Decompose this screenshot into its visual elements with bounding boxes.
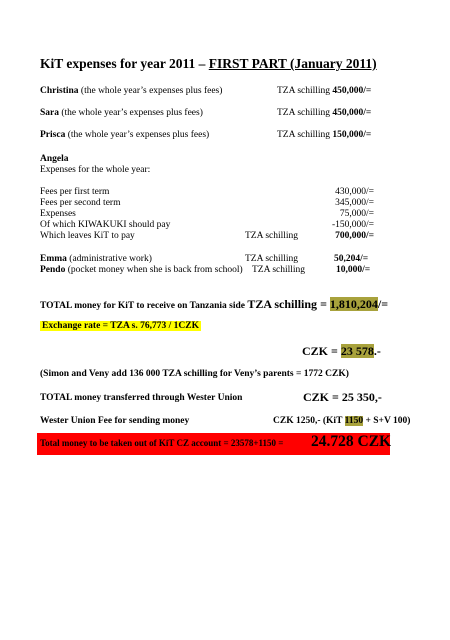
total-tz-row: TOTAL money for KiT to receive on Tanzania side TZA schilling = 1,810,204/=: [40, 297, 389, 311]
angela-leaves-amount: 700,000/=: [335, 231, 374, 241]
person-amount-prisca: TZA schilling 150,000/=: [277, 130, 372, 140]
angela-line-amount: 75,000/=: [339, 209, 374, 219]
final-total-value: 24.728 CZK: [311, 433, 392, 450]
transferred-value: CZK = 25 350,-: [303, 390, 382, 404]
pendo-currency: TZA schilling: [252, 265, 306, 275]
czk-total: CZK = 23 578.-: [302, 344, 381, 358]
angela-leaves-currency: TZA schilling: [245, 231, 299, 241]
pendo-amount: 10,000/=: [336, 265, 371, 275]
angela-name: Angela: [40, 154, 69, 164]
person-row-prisca: Prisca (the whole year’s expenses plus fees): [40, 130, 210, 140]
fee-kit-amount: 1150: [344, 416, 364, 426]
angela-line-label: Fees per second term: [40, 198, 121, 208]
angela-line-amount: 345,000/=: [335, 198, 374, 208]
angela-line-amount: 430,000/=: [335, 187, 374, 197]
person-row-sara: Sara (the whole year’s expenses plus fees): [40, 108, 203, 118]
czk-total-amount: 23 578: [340, 344, 374, 358]
person-amount-christina: TZA schilling 450,000/=: [277, 86, 372, 96]
angela-subtitle: Expenses for the whole year:: [40, 165, 151, 175]
transferred-label: TOTAL money transferred through Wester Union: [40, 393, 243, 403]
parents-note: (Simon and Veny add 136 000 TZA schilling for Veny’s parents = 1772 CZK): [40, 369, 349, 379]
emma-currency: TZA schilling: [245, 254, 299, 264]
person-amount-sara: TZA schilling 450,000/=: [277, 108, 372, 118]
emma-amount: 50,204/=: [334, 254, 369, 264]
angela-line-label: Expenses: [40, 209, 76, 219]
exchange-rate: Exchange rate = TZA s. 76,773 / 1CZK: [42, 321, 199, 331]
fee-label: Wester Union Fee for sending money: [40, 416, 190, 426]
fee-value: CZK 1250,- (KiT 1150 + S+V 100): [273, 416, 411, 426]
person-row-christina: Christina (the whole year’s expenses plus fees): [40, 86, 223, 96]
emma-row: Emma (administrative work): [40, 254, 152, 264]
final-total-row: Total money to be taken out of KiT CZ account = 23578+1150 =: [40, 438, 284, 448]
angela-leaves-label: Which leaves KiT to pay: [40, 231, 135, 241]
pendo-row: Pendo (pocket money when she is back from school): [40, 265, 243, 275]
angela-line-amount: -150,000/=: [331, 220, 374, 230]
angela-line-label: Fees per first term: [40, 187, 110, 197]
angela-line-label: Of which KIWAKUKI should pay: [40, 220, 171, 230]
total-tz-amount: 1,810,204: [329, 297, 378, 311]
page-title: KiT expenses for year 2011 – FIRST PART (January 2011): [40, 56, 377, 71]
